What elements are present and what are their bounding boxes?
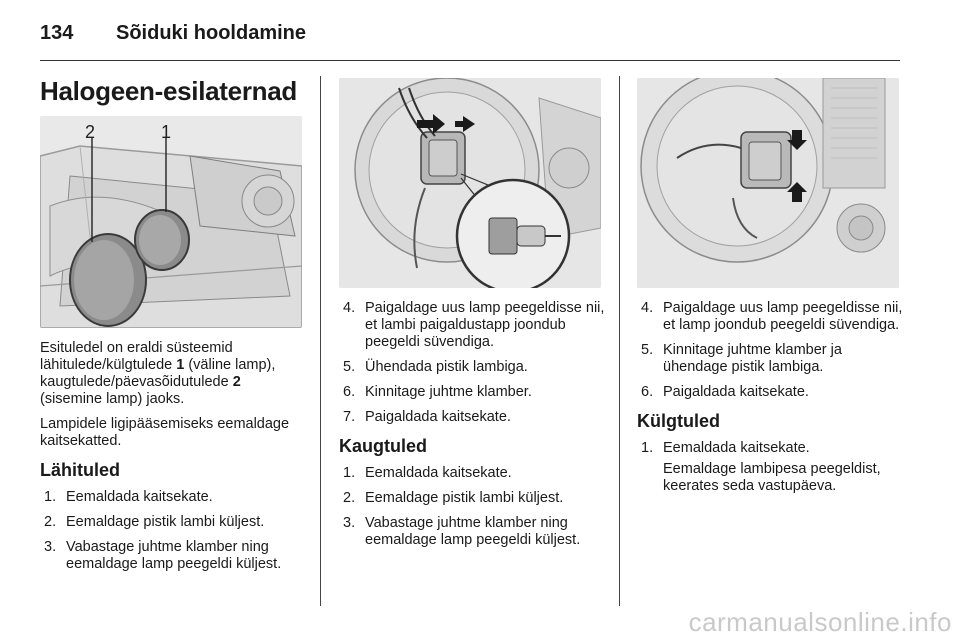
page-number: 134 [40, 22, 74, 44]
headlamp-caps-figure [40, 116, 302, 328]
list-item: 3. Vabastage juhtme klamber ning eemaldage lamp peegeldi küljest. [343, 515, 581, 548]
callout-2: 2 [232, 374, 241, 390]
column-1 [40, 70, 306, 581]
high-beam-steps-continued [637, 300, 905, 401]
list-item: 2. Eemaldage pistik lambi küljest. [343, 490, 564, 506]
list-item: 1. Eemaldada kaitsekate. [641, 440, 810, 456]
running-title: Sõiduki hooldamine [116, 22, 307, 44]
list-item: 6. Kinnitage juhtme klamber. [343, 384, 532, 400]
list-item: 4. Paigaldage uus lamp peegeldisse nii, et lamp joondub peegeldi süvendiga. [641, 300, 903, 333]
watermark: carmanualsonline.info [688, 607, 952, 637]
figure-label-2: 2 [85, 122, 96, 142]
list-item: 2. Eemaldage pistik lambi küljest. [44, 514, 265, 530]
low-beam-steps-continued [339, 300, 607, 426]
list-item: 7. Paigaldada kaitsekate. [343, 409, 511, 425]
high-beam-steps [339, 465, 607, 549]
list-item: 1. Eemaldada kaitsekate. [44, 489, 213, 505]
access-paragraph: Lampidele ligipääsemiseks eemaldage kaitsekatted. [40, 416, 290, 449]
callout-1: 1 [176, 357, 185, 373]
headlamp-caps-illustration [40, 116, 302, 328]
low-beam-steps [40, 489, 306, 573]
column-2 [339, 78, 607, 557]
list-item: 5. Kinnitage juhtme klamber ja ühendage pistik lambiga. [641, 342, 842, 375]
section-title: Halogeen-esilaternad [40, 76, 297, 106]
side-lights-steps [637, 440, 905, 457]
list-item: 5. Ühendada pistik lambiga. [343, 359, 528, 375]
list-item: 4. Paigaldage uus lamp peegeldisse nii, et lambi paigaldustapp joondub peegeldi süvendiga. [343, 300, 605, 350]
high-beam-bulb-illustration [637, 78, 899, 288]
side-lights-note: Eemaldage lambipesa peegeldist, keerates seda vastupäeva. [663, 461, 881, 494]
column-divider [619, 76, 620, 606]
header-rule [40, 60, 900, 61]
high-beam-bulb-figure [637, 78, 899, 288]
column-3 [637, 78, 905, 495]
list-item: 1. Eemaldada kaitsekate. [343, 465, 512, 481]
list-item: 3. Vabastage juhtme klamber ning eemaldage lamp peegeldi küljest. [44, 539, 282, 572]
list-item: 6. Paigaldada kaitsekate. [641, 384, 809, 400]
low-beam-title: Lähituled [40, 460, 120, 480]
low-beam-bulb-figure [339, 78, 601, 288]
intro-paragraph: Esituledel on eraldi süsteemid lähitulede/külgtulede 1 (väline lamp), kaugtulede/päevasõidutulede 2 (sisemine lamp) jaoks. [40, 340, 276, 407]
column-divider [320, 76, 321, 606]
low-beam-bulb-illustration [339, 78, 601, 288]
figure-label-1: 1 [161, 122, 172, 142]
side-lights-title: Külgtuled [637, 411, 720, 431]
page-header [40, 18, 920, 60]
high-beam-title: Kaugtuled [339, 436, 427, 456]
